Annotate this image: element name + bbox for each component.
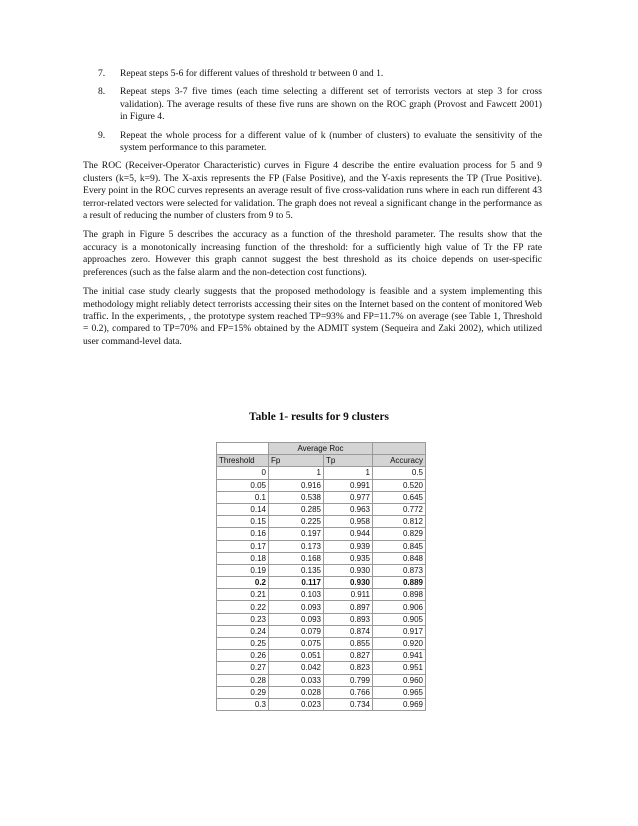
cell-threshold: 0.21: [217, 589, 269, 601]
cell-accuracy: 0.829: [373, 528, 426, 540]
table-row: [217, 503, 426, 515]
cell-tp: 0.893: [324, 613, 373, 625]
cell-accuracy: 0.5: [373, 467, 426, 479]
cell-threshold: 0.2: [217, 577, 269, 589]
cell-threshold: 0: [217, 467, 269, 479]
paragraph-case-study: The initial case study clearly suggests that the proposed methodology is feasible and a system implementing this methodology might reliably detect terrorists accessing their sites on the Internet based on the content of monitored Web traffic. In the experiments, , the prototype system reached TP=93% and FP=11.7% on average (see Table 1, Threshold = 0.2), compared to TP=70% and FP=15% obtained by the ADMIT system (Sequeira and Zaki 2002), which utilized user command-level data.: [83, 286, 542, 347]
cell-threshold: 0.25: [217, 638, 269, 650]
cell-tp: 0.977: [324, 491, 373, 503]
table-row: [217, 601, 426, 613]
cell-accuracy: 0.845: [373, 540, 426, 552]
cell-tp: 1: [324, 467, 373, 479]
cell-tp: 0.823: [324, 662, 373, 674]
cell-tp: 0.944: [324, 528, 373, 540]
cell-threshold: 0.14: [217, 503, 269, 515]
table-row: [217, 564, 426, 576]
table-row: [217, 540, 426, 552]
cell-threshold: 0.26: [217, 650, 269, 662]
cell-fp: 0.028: [269, 686, 324, 698]
cell-fp: 0.225: [269, 516, 324, 528]
cell-fp: 0.135: [269, 564, 324, 576]
table-row: [217, 467, 426, 479]
table-row: [217, 577, 426, 589]
cell-tp: 0.766: [324, 686, 373, 698]
cell-fp: 0.051: [269, 650, 324, 662]
table-row: [217, 613, 426, 625]
cell-tp: 0.799: [324, 674, 373, 686]
cell-threshold: 0.24: [217, 625, 269, 637]
cell-tp: 0.935: [324, 552, 373, 564]
results-table-wrapper: [216, 442, 426, 711]
list-number: 9.: [98, 129, 106, 141]
column-header-fp: Fp: [269, 455, 324, 467]
cell-tp: 0.991: [324, 479, 373, 491]
group-header-average-roc: Average Roc: [269, 443, 373, 455]
cell-tp: 0.930: [324, 564, 373, 576]
cell-tp: 0.930: [324, 577, 373, 589]
cell-accuracy: 0.906: [373, 601, 426, 613]
table-row: [217, 650, 426, 662]
cell-fp: 0.168: [269, 552, 324, 564]
list-item: [98, 86, 542, 123]
table-row: [217, 491, 426, 503]
cell-fp: 0.093: [269, 601, 324, 613]
table-row: [217, 528, 426, 540]
cell-tp: 0.827: [324, 650, 373, 662]
cell-tp: 0.939: [324, 540, 373, 552]
cell-tp: 0.963: [324, 503, 373, 515]
cell-threshold: 0.15: [217, 516, 269, 528]
cell-fp: 0.916: [269, 479, 324, 491]
body-text: [83, 68, 542, 355]
list-text: Repeat the whole process for a different value of k (number of clusters) to evaluate the sensitivity of the system performance to this parameter.: [120, 129, 542, 154]
cell-threshold: 0.29: [217, 686, 269, 698]
cell-fp: 0.197: [269, 528, 324, 540]
column-header-tp: Tp: [324, 455, 373, 467]
cell-accuracy: 0.917: [373, 625, 426, 637]
table-row: [217, 625, 426, 637]
cell-accuracy: 0.898: [373, 589, 426, 601]
list-number: 8.: [98, 86, 106, 98]
list-text: Repeat steps 3-7 five times (each time selecting a different set of terrorists vectors at step 3 for cross validation). The average results of these five runs are shown on the ROC graph (Provost and Fawcett 2001) in Figure 4.: [120, 86, 542, 123]
list-item: [98, 68, 542, 80]
cell-fp: 1: [269, 467, 324, 479]
table-row: [217, 552, 426, 564]
cell-fp: 0.117: [269, 577, 324, 589]
results-table: [216, 442, 426, 711]
column-header-accuracy: Accuracy: [373, 455, 426, 467]
column-header-threshold: Threshold: [217, 455, 269, 467]
cell-accuracy: 0.965: [373, 686, 426, 698]
cell-threshold: 0.16: [217, 528, 269, 540]
cell-accuracy: 0.951: [373, 662, 426, 674]
table-row: [217, 638, 426, 650]
cell-threshold: 0.23: [217, 613, 269, 625]
cell-threshold: 0.19: [217, 564, 269, 576]
cell-accuracy: 0.873: [373, 564, 426, 576]
table-caption: Table 1- results for 9 clusters: [249, 411, 389, 423]
cell-threshold: 0.17: [217, 540, 269, 552]
cell-tp: 0.874: [324, 625, 373, 637]
cell-tp: 0.734: [324, 698, 373, 710]
cell-fp: 0.538: [269, 491, 324, 503]
cell-tp: 0.855: [324, 638, 373, 650]
cell-fp: 0.173: [269, 540, 324, 552]
cell-fp: 0.285: [269, 503, 324, 515]
list-number: 7.: [98, 68, 106, 79]
cell-accuracy: 0.520: [373, 479, 426, 491]
cell-accuracy: 0.969: [373, 698, 426, 710]
table-row: [217, 698, 426, 710]
cell-tp: 0.897: [324, 601, 373, 613]
cell-accuracy: 0.772: [373, 503, 426, 515]
cell-threshold: 0.05: [217, 479, 269, 491]
cell-fp: 0.075: [269, 638, 324, 650]
cell-accuracy: 0.848: [373, 552, 426, 564]
cell-threshold: 0.18: [217, 552, 269, 564]
cell-threshold: 0.27: [217, 662, 269, 674]
cell-threshold: 0.22: [217, 601, 269, 613]
cell-threshold: 0.3: [217, 698, 269, 710]
table-empty-cell: [217, 443, 269, 455]
table-row: [217, 479, 426, 491]
cell-threshold: 0.28: [217, 674, 269, 686]
cell-tp: 0.911: [324, 589, 373, 601]
list-text: Repeat steps 5-6 for different values of threshold tr between 0 and 1.: [120, 68, 384, 79]
cell-tp: 0.958: [324, 516, 373, 528]
table-header-row: [217, 455, 426, 467]
cell-fp: 0.033: [269, 674, 324, 686]
cell-accuracy: 0.889: [373, 577, 426, 589]
cell-accuracy: 0.920: [373, 638, 426, 650]
cell-fp: 0.079: [269, 625, 324, 637]
table-empty-cell: [373, 443, 426, 455]
table-row: [217, 662, 426, 674]
cell-accuracy: 0.645: [373, 491, 426, 503]
cell-fp: 0.023: [269, 698, 324, 710]
step-list: [98, 68, 542, 154]
table-row: [217, 686, 426, 698]
cell-accuracy: 0.812: [373, 516, 426, 528]
cell-accuracy: 0.960: [373, 674, 426, 686]
list-item: [98, 130, 542, 155]
cell-fp: 0.103: [269, 589, 324, 601]
table-row: [217, 516, 426, 528]
table-row: [217, 589, 426, 601]
cell-threshold: 0.1: [217, 491, 269, 503]
cell-fp: 0.042: [269, 662, 324, 674]
paragraph-accuracy: The graph in Figure 5 describes the accuracy as a function of the threshold parameter. The results show that the accuracy is a monotonically increasing function of the threshold: for a sufficiently high value of Tr the FP rate approaches zero. However this graph cannot suggest the best threshold as its choice depends on user-specific preferences (such as the false alarm and the non-detection cost functions).: [83, 229, 542, 278]
cell-accuracy: 0.941: [373, 650, 426, 662]
cell-fp: 0.093: [269, 613, 324, 625]
cell-accuracy: 0.905: [373, 613, 426, 625]
table-group-header-row: [217, 443, 426, 455]
table-row: [217, 674, 426, 686]
paragraph-roc: The ROC (Receiver-Operator Characteristic) curves in Figure 4 describe the entire evaluation process for 5 and 9 clusters (k=5, k=9). The X-axis represents the FP (False Positive), and the Y-axis represents the TP (True Positive). Every point in the ROC curves represents an average result of five cross-validation runs where in each run different 43 terror-related vectors were selected for validation. The graph does not reveal a significant change in the performance as a result of reducing the number of clusters from 9 to 5.: [83, 160, 542, 222]
